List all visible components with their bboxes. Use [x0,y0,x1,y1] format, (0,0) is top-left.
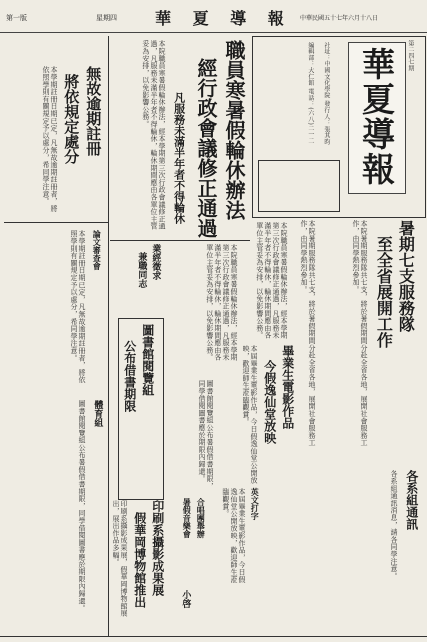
notice-thesis: 論文審查會 [92,230,103,270]
masthead-issue: 第二四七期 [406,40,414,72]
notice-choir: 合唱團舉辦 [196,498,207,538]
masthead-info2: 編輯部：大仁館 電話：(六八)二一二 [306,42,314,144]
masthead-info: 社址：中國文化學院 發行人：張其昀 [322,42,330,146]
subhead-a1: 凡服務未滿半年者不得輪休 [172,92,186,224]
bottom-rule [0,636,427,637]
notice-sports: 體育組 [92,400,103,427]
body-a2-cont: 本院暑期服務隊共七支，將於暑假期間分赴全省各地，展開社會服務工作，由同學熱烈參加。 [299,220,316,447]
notice-heading-2: 兼職同志 [136,252,147,288]
body-a7: 各系組通訊消息，請各同學注意。 [390,470,398,580]
headline-a2: 暑期七支服務隊 [396,220,416,332]
body-notice: 本院職員寒暑假輪休辦法，經本學期第三次行政會議修正通過，凡服務未滿半年者不得輪休，輪休期間應由各單位主管妥為安排，以免影響公務。 [205,244,238,361]
headline-a7: 各系組通訊 [404,470,419,530]
body-a4: 圖書館閱覽組公布暑假借書期限，同學借閱圖書應於期限內歸還。 [197,380,214,490]
body-left-bottom: 圖書館閱覽組公布暑假借書期限，同學借閱圖書應於期限內歸還。 [78,400,86,612]
header-date: 中華民國五十七年六月十八日 [300,15,379,22]
masthead-logo: 華夏導報 [348,42,406,194]
rule [110,240,250,241]
headline-a1: 職員寒暑假輪休辦法 [222,40,246,220]
body-a3: 本學期註冊日期已定，凡無故逾期註冊者，將依照學則有關規定予以處分，希同學注意。 [41,66,58,212]
headline-a2-line2: 至全省展開工作 [374,236,394,348]
headline-a1-line2: 經行政會議修正通過 [194,58,218,238]
headline-a4-line2: 公布借書期限 [122,340,137,412]
body-a1-cont: 本院職員寒暑假輪休辦法，經本學期第三次行政會議修正通過，凡服務未滿半年者不得輪休，輪休期間應由各單位主管妥為安排，以免影響公務。 [255,222,288,339]
body-a6: 印刷系攝影成果展，假華岡博物館展出，展出作品多幅。 [111,500,128,617]
headline-a6: 印刷系攝影成果展 [150,500,165,596]
body-a2: 本院暑期服務隊共七支，將於暑假期間分赴全省各地，展開社會服務工作，由同學熱烈參加。 [351,220,368,447]
column-rule [108,36,109,636]
headline-a6-line2: 假華岡博物館推出 [132,512,147,608]
rule [4,222,108,223]
notice-concert: 暑假音樂會 [182,498,193,538]
weekday: 星期四 [96,14,117,22]
body-a5: 本屆畢業生電影作品，今日假逸仙堂公開放映，歡迎師生蒞臨觀賞。 [241,345,258,484]
notice-typing: 英文打字 [250,488,261,520]
page-number: 第一版 [6,14,27,22]
headline-a4: 圖書館閱覽組 [140,324,155,396]
headline-a3-line2: 將依規定處分 [62,74,81,164]
body-left-mid: 本學期註冊日期已定，凡無故逾期註冊者，將依照學則有關規定予以處分，希同學注意。 [69,230,86,384]
body-a1: 本院職員寒暑假輪休辦法，經本學期第三次行政會議修正通過，凡服務未滿半年者不得輪休，輪休期間應由各單位主管妥為安排，以免影響公務。 [141,40,166,230]
body-center-bottom: 本屆畢業生電影作品，今日假逸仙堂公開放映，歡迎師生蒞臨觀賞。 [221,488,246,583]
page-header [0,4,427,33]
headline-a3: 無故逾期註冊 [84,66,103,156]
notice-small: 小啓 [180,590,191,608]
headline-a5-line2: 今假逸仙堂放映 [262,360,277,444]
header-title: 華 夏 導 報 [155,9,292,28]
masthead-directory [258,160,340,212]
headline-a5: 畢業生電影作品 [280,345,295,429]
notice-heading: 業經徵求 [150,244,161,280]
